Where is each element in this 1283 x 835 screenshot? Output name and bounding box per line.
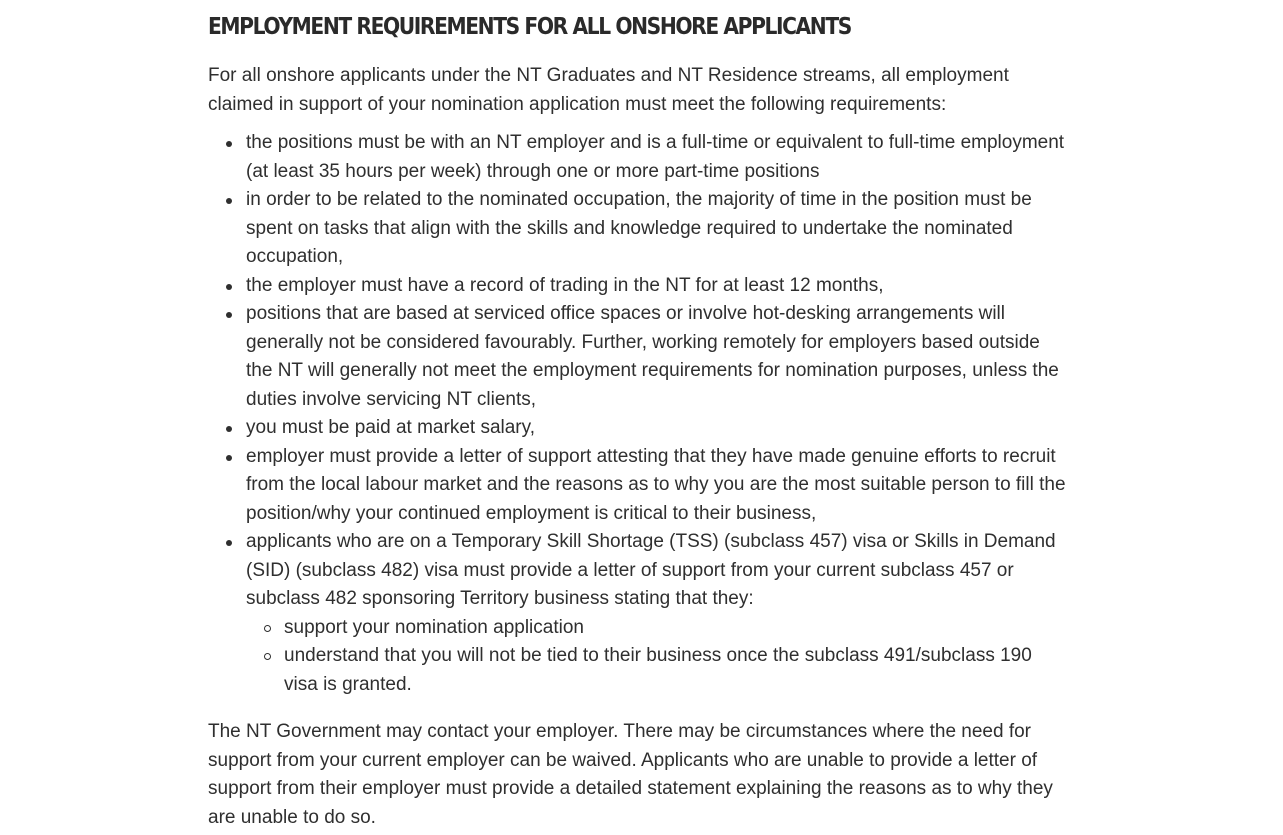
list-item: the employer must have a record of trading in the NT for at least 12 months, — [246, 272, 1068, 301]
closing-paragraph: The NT Government may contact your employer. There may be circumstances where the need for support from your current employer can be waived. Applicants who are unable to provide a letter of support from their employer must provide a detailed statement explaining the reasons as to why they are unable to do so. — [208, 721, 1053, 828]
sub-list-item: support your nomination application — [284, 614, 1068, 643]
sub-list-item: understand that you will not be tied to their business once the subclass 491/subclass 190 visa is granted. — [284, 642, 1068, 699]
list-item: employer must provide a letter of support attesting that they have made genuine efforts to recruit from the local labour market and the reasons as to why you are the most suitable person to fill the position/why your continued employment is critical to their business, — [246, 443, 1068, 529]
intro-paragraph: For all onshore applicants under the NT Graduates and NT Residence streams, all employment claimed in support of your nomination application must meet the following requirements: — [208, 65, 1009, 115]
section-heading: EMPLOYMENT REQUIREMENTS FOR ALL ONSHORE APPLICANTS — [208, 14, 851, 40]
list-item-tss-sid — [246, 528, 1068, 699]
list-item: the positions must be with an NT employer and is a full-time or equivalent to full-time employment (at least 35 hours per week) through one or more part-time positions — [246, 129, 1068, 186]
list-item-text: applicants who are on a Temporary Skill Shortage (TSS) (subclass 457) visa or Skills in Demand (SID) (subclass 482) visa must provide a letter of support from your current subclass 457 or subclass 482 sponsoring Territory business stating that they: — [246, 531, 1056, 609]
list-item: positions that are based at serviced office spaces or involve hot-desking arrangements will generally not be considered favourably. Further, working remotely for employers based outside the NT will generally not meet the employment requirements for nomination purposes, unless the duties involve servicing NT clients, — [246, 300, 1068, 414]
requirements-list — [208, 129, 1068, 699]
sub-requirements-list — [246, 614, 1068, 700]
list-item: you must be paid at market salary, — [246, 414, 1068, 443]
list-item: in order to be related to the nominated occupation, the majority of time in the position must be spent on tasks that align with the skills and knowledge required to undertake the nominated occupation, — [246, 186, 1068, 272]
